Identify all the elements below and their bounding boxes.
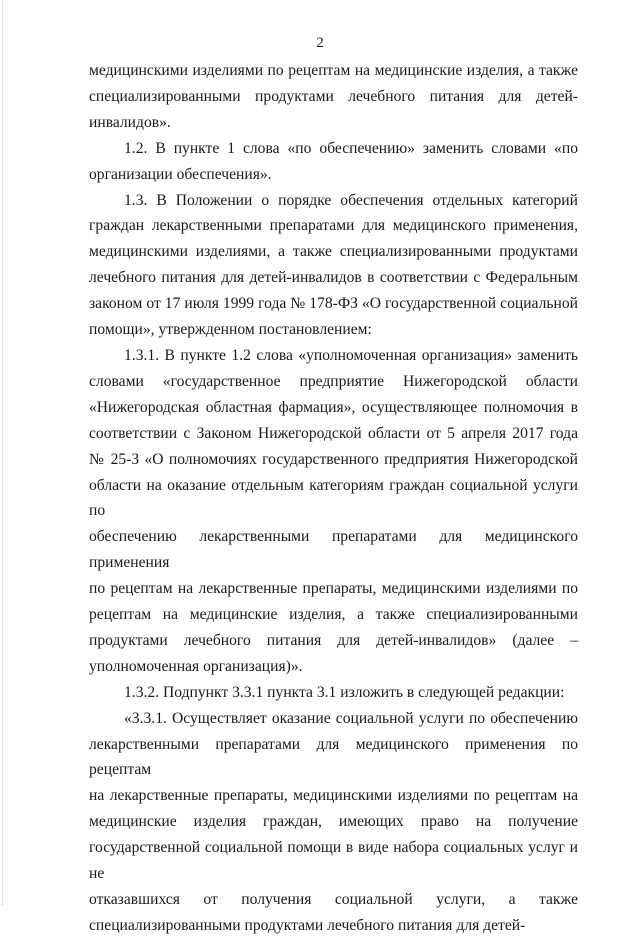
text-line: № 25-З «О полномочиях государственного предприятия Нижегородской: [89, 450, 578, 468]
text-line: организации обеспечения».: [89, 165, 272, 183]
text-line: «3.3.1. Осуществляет оказание социальной услуги по обеспечению: [124, 709, 578, 727]
text-line: специализированными продуктами лечебного питания для детей-: [89, 916, 526, 934]
text-line: на лекарственные препараты, медицинскими изделиями по рецептам на: [89, 787, 578, 805]
paragraph-p-1-2: [89, 136, 578, 188]
text-line: отказавшихся от получения социальной услуги, а также: [89, 891, 578, 908]
text-line: помощи», утвержденном постановлением:: [89, 321, 372, 339]
text-line: рецептам на медицинские изделия, а также специализированными: [89, 606, 578, 624]
text-line: обеспечению лекарственными препаратами для медицинского применения: [89, 528, 578, 572]
text-line: специализированными продуктами лечебного питания для детей-: [89, 87, 578, 105]
text-line: 1.3.1. В пункте 1.2 слова «уполномоченная организация» заменить: [124, 346, 578, 364]
paragraph-p-1-3: [89, 188, 578, 343]
text-line: инвалидов».: [89, 113, 171, 131]
text-line: 1.2. В пункте 1 слова «по обеспечению» заменить словами «по: [124, 139, 578, 157]
text-line: уполномоченная организация)».: [89, 657, 303, 675]
text-line: граждан лекарственными препаратами для медицинского применения,: [89, 217, 578, 235]
text-line: медицинские изделия граждан, имеющих право на получение: [89, 813, 578, 831]
paragraph-p-1-3-2: [89, 680, 578, 706]
text-line: соответствии с Законом Нижегородской области от 5 апреля 2017 года: [89, 424, 578, 442]
text-line: законом от 17 июля 1999 года № 178-ФЗ «О государственной социальной: [89, 295, 578, 313]
text-line: медицинскими изделиями, а также специализированными продуктами: [89, 243, 578, 261]
page-number: 2: [316, 35, 324, 51]
text-line: словами «государственное предприятие Нижегородской области: [89, 372, 578, 390]
text-line: лекарственными препаратами для медицинского применения по рецептам: [89, 735, 578, 779]
text-line: области на оказание отдельным категориям граждан социальной услуги по: [89, 476, 578, 520]
document-body: [89, 58, 578, 939]
paragraph-continuation: [89, 58, 578, 136]
scan-edge-artifact: [2, 0, 5, 905]
text-line: «Нижегородская областная фармация», осуществляющее полномочия в: [89, 398, 578, 416]
paragraph-p-3-3-1: [89, 706, 578, 939]
text-line: 1.3. В Положении о порядке обеспечения отдельных категорий: [124, 191, 578, 209]
text-line: по рецептам на лекарственные препараты, медицинскими изделиями по: [89, 580, 578, 598]
paragraph-p-1-3-1: [89, 343, 578, 680]
text-line: продуктами лечебного питания для детей-инвалидов» (далее –: [89, 631, 578, 649]
text-line: 1.3.2. Подпункт 3.3.1 пункта 3.1 изложить в следующей редакции:: [124, 683, 565, 701]
text-line: лечебного питания для детей-инвалидов в соответствии с Федеральным: [89, 269, 578, 287]
text-line: государственной социальной помощи в виде набора социальных услуг и не: [89, 839, 578, 883]
text-line: медицинскими изделиями по рецептам на медицинские изделия, а также: [89, 62, 578, 79]
